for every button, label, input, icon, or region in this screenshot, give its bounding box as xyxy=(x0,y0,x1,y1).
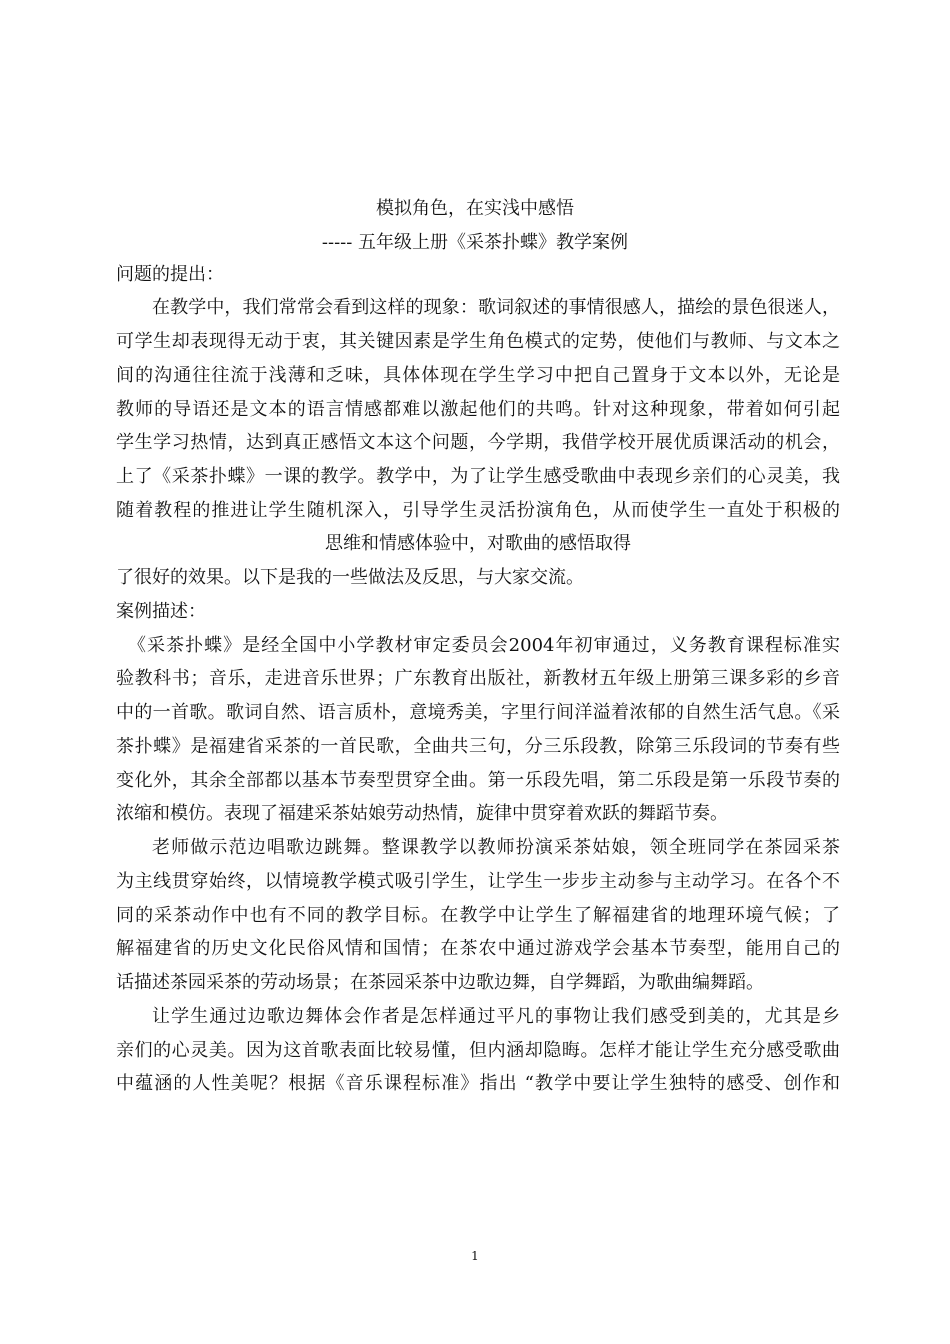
body-line: 让学生通过边歌边舞体会作者是怎样通过平凡的事物让我们感受到美的，尤其是乡 xyxy=(152,1006,840,1027)
body-line: 同的采茶动作中也有不同的教学目标。在教学中让学生了解福建省的地理环境气候；了 xyxy=(116,905,840,926)
body-line: 茶扑蝶》是福建省采茶的一首民歌，全曲共三句，分三乐段教，除第三乐段词的节奏有些 xyxy=(116,736,840,757)
page-number: 1 xyxy=(471,1249,479,1263)
body-line: 可学生却表现得无动于衷，其关键因素是学生角色模式的定势，使他们与教师、与文本之 xyxy=(116,331,840,352)
document-subtitle: ----- 五年级上册《采茶扑蝶》教学案例 xyxy=(321,232,629,253)
body-line: 问题的提出： xyxy=(116,264,224,285)
body-line: 为主线贯穿始终，以情境教学模式吸引学生，让学生一步步主动参与主动学习。在各个不 xyxy=(116,871,840,892)
body-line: 了很好的效果。以下是我的一些做法及反思，与大家交流。 xyxy=(116,567,584,588)
body-line: 话描述茶园采茶的劳动场景；在茶园采茶中边歌边舞，自学舞蹈，为歌曲编舞蹈。 xyxy=(116,972,764,993)
body-line: 在教学中，我们常常会看到这样的现象：歌词叙述的事情很感人，描绘的景色很迷人， xyxy=(152,297,840,318)
body-line: 学生学习热情，达到真正感悟文本这个问题，今学期，我借学校开展优质课活动的机会， xyxy=(116,432,840,453)
body-line: 浓缩和模仿。表现了福建采茶姑娘劳动热情，旋律中贯穿着欢跃的舞蹈节奏。 xyxy=(116,803,728,824)
body-line: 中蕴涵的人性美呢？根据《音乐课程标准》指出 “教学中要让学生独特的感受、创作和 xyxy=(116,1073,840,1094)
body-line: 上了《采茶扑蝶》一课的教学。教学中，为了让学生感受歌曲中表现乡亲们的心灵美，我 xyxy=(116,466,840,487)
body-line: 思维和情感体验中，对歌曲的感悟取得 xyxy=(325,533,631,554)
body-line: 老师做示范边唱歌边跳舞。整课教学以教师扮演采茶姑娘，领全班同学在茶园采茶 xyxy=(152,837,840,858)
body-line: 《采茶扑蝶》是经全国中小学教材审定委员会2004年初审通过，义务教育课程标准实 xyxy=(128,635,840,656)
document-title: 模拟角色，在实浅中感悟 xyxy=(376,198,574,219)
body-line: 教师的导语还是文本的语言情感都难以激起他们的共鸣。针对这种现象，带着如何引起 xyxy=(116,399,840,420)
body-line: 解福建省的历史文化民俗风情和国情；在茶农中通过游戏学会基本节奏型，能用自己的 xyxy=(116,938,840,959)
body-line: 案例描述： xyxy=(116,601,206,622)
body-line: 亲们的心灵美。因为这首歌表面比较易懂，但内涵却隐晦。怎样才能让学生充分感受歌曲 xyxy=(116,1040,840,1061)
body-line: 随着教程的推进让学生随机深入，引导学生灵活扮演角色，从而使学生一直处于积极的 xyxy=(116,500,840,521)
body-line: 中的一首歌。歌词自然、语言质朴，意境秀美，字里行间洋溢着浓郁的自然生活气息。《采 xyxy=(116,702,840,723)
body-line: 验教科书；音乐，走进音乐世界；广东教育出版社，新教材五年级上册第三课多彩的乡音 xyxy=(116,668,840,689)
body-line: 间的沟通往往流于浅薄和乏味，具体体现在学生学习中把自己置身于文本以外，无论是 xyxy=(116,365,840,386)
body-line: 变化外，其余全部都以基本节奏型贯穿全曲。第一乐段先唱，第二乐段是第一乐段节奏的 xyxy=(116,770,840,791)
